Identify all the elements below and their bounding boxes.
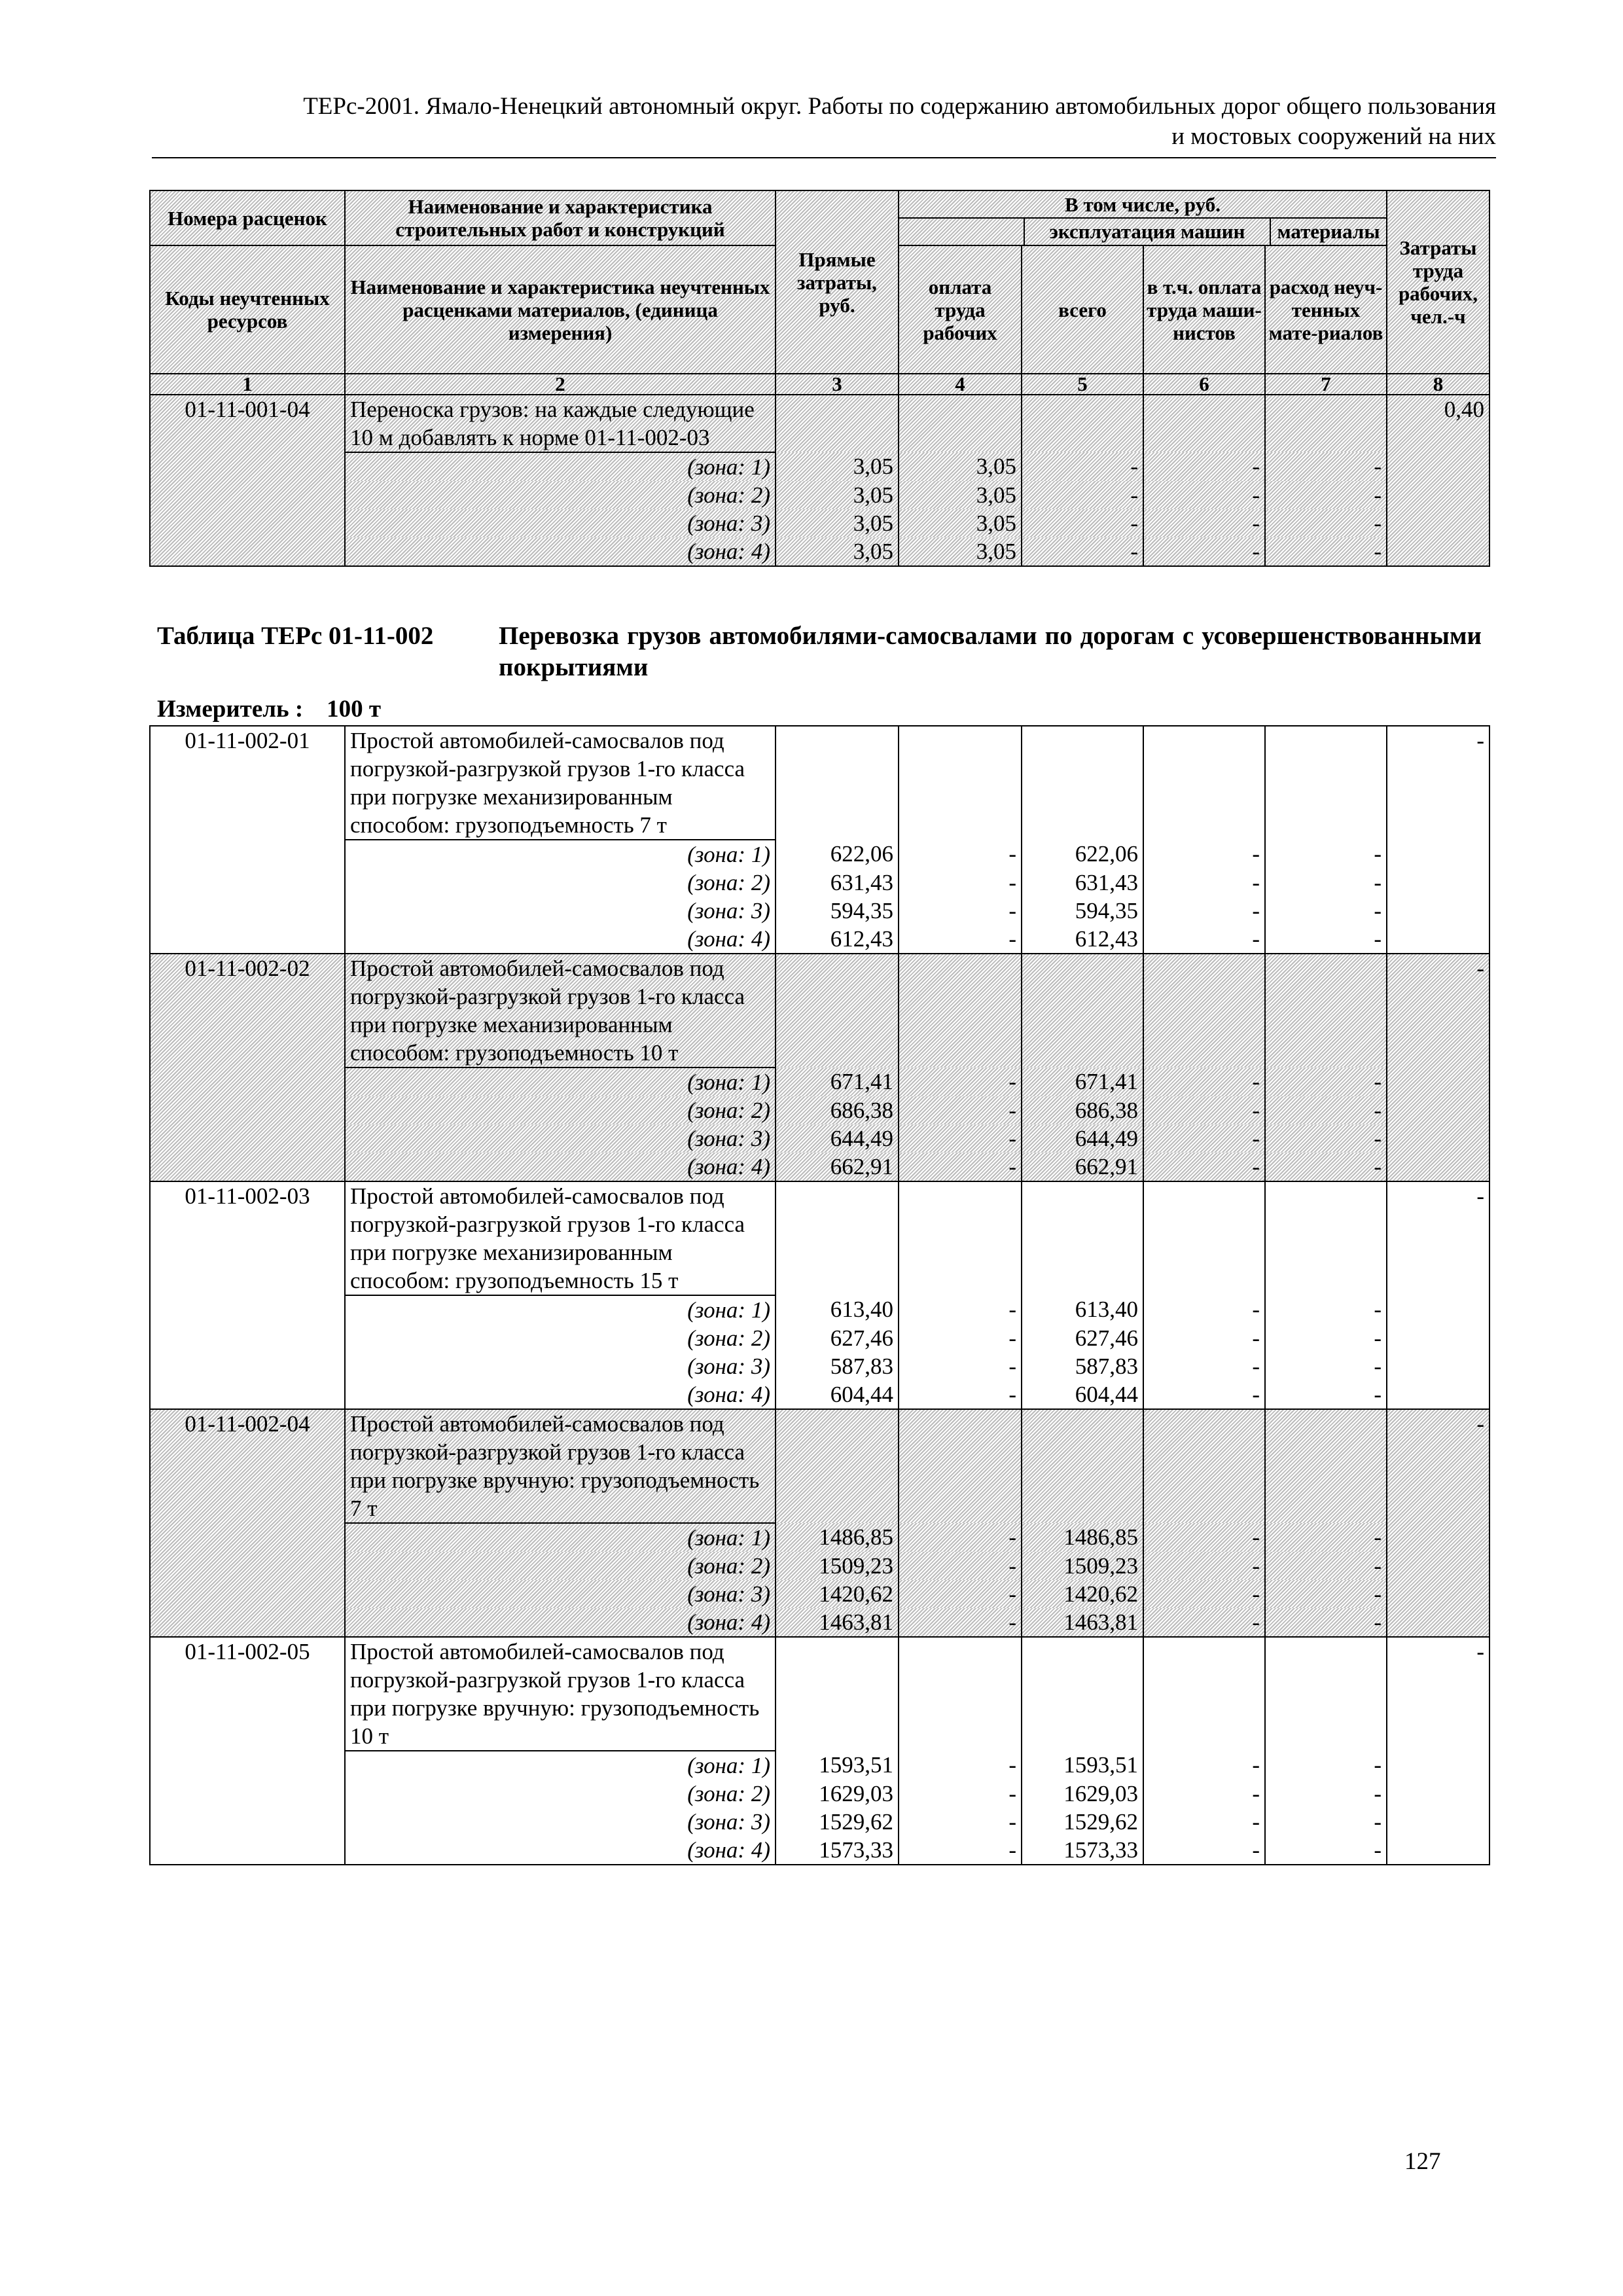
zone-label: (зона: 3) — [345, 1124, 776, 1153]
materials: - — [1265, 1580, 1387, 1608]
entry-row — [150, 726, 1489, 840]
zone-label: (зона: 1) — [345, 1067, 776, 1096]
entry-code: 01-11-002-01 — [150, 726, 345, 954]
entry-row — [150, 1181, 1489, 1295]
zone-row — [150, 1808, 1489, 1836]
rates-table — [149, 725, 1490, 1865]
labor-pay: - — [899, 869, 1022, 897]
entry-labor: - — [1387, 1409, 1489, 1637]
machine-labor: - — [1143, 509, 1265, 537]
entry-row — [150, 1409, 1489, 1523]
labor-pay: - — [899, 1124, 1022, 1153]
zone-row — [150, 1751, 1489, 1780]
labor-pay: - — [899, 925, 1022, 954]
col-number: 2 — [345, 374, 776, 395]
table-number: Таблица ТЕРс 01-11-002 — [157, 622, 434, 650]
machine-labor: - — [1143, 537, 1265, 566]
machine-labor: - — [1143, 1380, 1265, 1409]
labor-pay: - — [899, 1552, 1022, 1580]
materials: - — [1265, 1808, 1387, 1836]
col-number: 1 — [150, 374, 345, 395]
direct-costs: 3,05 — [776, 537, 899, 566]
zone-row — [150, 1552, 1489, 1580]
page-number: 127 — [1404, 2148, 1441, 2175]
materials: - — [1265, 452, 1387, 481]
zone-row — [150, 925, 1489, 954]
zone-row — [150, 1124, 1489, 1153]
col-direct-costs: Прямые затраты, руб. — [776, 190, 899, 374]
machine-total: 1529,62 — [1022, 1808, 1143, 1836]
labor-pay: - — [899, 1380, 1022, 1409]
machine-total: 686,38 — [1022, 1096, 1143, 1124]
entry-name: Простой автомобилей-самосвалов под погрузкой-разгрузкой грузов 1-го класса при погрузке механизированным способом: грузоподъемность 15 т — [345, 1181, 776, 1295]
zone-label: (зона: 4) — [345, 925, 776, 954]
labor-pay: - — [899, 840, 1022, 869]
machine-labor: - — [1143, 1523, 1265, 1552]
materials: - — [1265, 1067, 1387, 1096]
first-entry — [150, 395, 1489, 566]
machine-total: - — [1022, 509, 1143, 537]
materials: - — [1265, 1324, 1387, 1352]
entry-code: 01-11-002-02 — [150, 954, 345, 1181]
machine-labor: - — [1143, 1836, 1265, 1865]
zone-row — [150, 897, 1489, 925]
direct-costs: 627,46 — [776, 1324, 899, 1352]
zone-label: (зона: 2) — [345, 481, 776, 509]
col-material-name: Наименование и характеристика неучтенных расценками материалов, (единица измерения) — [345, 245, 776, 374]
labor-pay: 3,05 — [899, 509, 1022, 537]
machine-total: 1420,62 — [1022, 1580, 1143, 1608]
col-materials: материалы — [1277, 220, 1380, 243]
materials: - — [1265, 1523, 1387, 1552]
zone-row — [150, 1580, 1489, 1608]
materials: - — [1265, 481, 1387, 509]
direct-costs: 1529,62 — [776, 1808, 899, 1836]
labor-pay: - — [899, 1324, 1022, 1352]
machine-labor: - — [1143, 1608, 1265, 1637]
machine-labor: - — [1143, 1552, 1265, 1580]
materials: - — [1265, 1836, 1387, 1865]
direct-costs: 613,40 — [776, 1295, 899, 1324]
zone-row — [150, 1295, 1489, 1324]
direct-costs: 1420,62 — [776, 1580, 899, 1608]
zone-row — [150, 1096, 1489, 1124]
machine-labor: - — [1143, 1153, 1265, 1181]
machine-total: - — [1022, 481, 1143, 509]
direct-costs: 686,38 — [776, 1096, 899, 1124]
machine-labor: - — [1143, 1352, 1265, 1380]
machine-total: 612,43 — [1022, 925, 1143, 954]
entry-name: Простой автомобилей-самосвалов под погрузкой-разгрузкой грузов 1-го класса при погрузке механизированным способом: грузоподъемность 7 т — [345, 726, 776, 840]
entry-labor: - — [1387, 726, 1489, 954]
machine-labor: - — [1143, 925, 1265, 954]
materials: - — [1265, 1380, 1387, 1409]
running-header — [152, 92, 1496, 152]
col-rate-numbers: Номера расценок — [150, 190, 345, 245]
col-number: 7 — [1265, 374, 1387, 395]
zone-row — [150, 481, 1489, 509]
zone-label: (зона: 4) — [345, 1836, 776, 1865]
machine-labor: - — [1143, 452, 1265, 481]
col-codes: Коды неучтенных ресурсов — [150, 245, 345, 374]
zone-row — [150, 1352, 1489, 1380]
machine-total: 671,41 — [1022, 1067, 1143, 1096]
labor-pay: - — [899, 1580, 1022, 1608]
direct-costs: 612,43 — [776, 925, 899, 954]
machine-labor: - — [1143, 1751, 1265, 1780]
materials: - — [1265, 509, 1387, 537]
machine-labor: - — [1143, 1096, 1265, 1124]
zone-label: (зона: 1) — [345, 1523, 776, 1552]
materials: - — [1265, 1552, 1387, 1580]
zone-label: (зона: 4) — [345, 1380, 776, 1409]
entry-labor: - — [1387, 1637, 1489, 1865]
zone-label: (зона: 2) — [345, 869, 776, 897]
entry-labor: - — [1387, 1181, 1489, 1409]
zone-label: (зона: 3) — [345, 897, 776, 925]
labor-pay: - — [899, 1751, 1022, 1780]
labor-pay: - — [899, 1523, 1022, 1552]
zone-row — [150, 452, 1489, 481]
machine-total: 587,83 — [1022, 1352, 1143, 1380]
col-machine-total: всего — [1022, 245, 1143, 374]
direct-costs: 3,05 — [776, 481, 899, 509]
zone-row — [150, 537, 1489, 566]
entry-code: 01-11-002-04 — [150, 1409, 345, 1637]
header-line-1: ТЕРс-2001. Ямало-Ненецкий автономный округ. Работы по содержанию автомобильных дорог общего пользования — [303, 93, 1496, 120]
entry-row — [150, 395, 1489, 452]
machine-total: 622,06 — [1022, 840, 1143, 869]
direct-costs: 631,43 — [776, 869, 899, 897]
entry-labor: 0,40 — [1387, 395, 1489, 566]
entry-code: 01-11-001-04 — [150, 395, 345, 566]
zone-row — [150, 1067, 1489, 1096]
entry-name: Переноска грузов: на каждые следующие 10 м добавлять к норме 01-11-002-03 — [345, 395, 776, 452]
direct-costs: 1629,03 — [776, 1780, 899, 1808]
zone-row — [150, 840, 1489, 869]
machine-total: - — [1022, 452, 1143, 481]
machine-total: 604,44 — [1022, 1380, 1143, 1409]
machine-labor: - — [1143, 1808, 1265, 1836]
direct-costs: 3,05 — [776, 509, 899, 537]
direct-costs: 671,41 — [776, 1067, 899, 1096]
direct-costs: 594,35 — [776, 897, 899, 925]
zone-row — [150, 1153, 1489, 1181]
materials: - — [1265, 1096, 1387, 1124]
zone-label: (зона: 2) — [345, 1324, 776, 1352]
direct-costs: 3,05 — [776, 452, 899, 481]
zone-label: (зона: 1) — [345, 840, 776, 869]
header-line-2: и мостовых сооружений на них — [1171, 123, 1496, 150]
labor-pay: - — [899, 1352, 1022, 1380]
header-rule — [152, 157, 1496, 158]
machine-labor: - — [1143, 1124, 1265, 1153]
col-number: 5 — [1022, 374, 1143, 395]
materials: - — [1265, 1751, 1387, 1780]
machine-labor: - — [1143, 1324, 1265, 1352]
machine-total: - — [1022, 537, 1143, 566]
labor-pay: 3,05 — [899, 452, 1022, 481]
col-number: 3 — [776, 374, 899, 395]
machine-total: 1509,23 — [1022, 1552, 1143, 1580]
zone-label: (зона: 2) — [345, 1552, 776, 1580]
machine-total: 662,91 — [1022, 1153, 1143, 1181]
labor-pay: - — [899, 1067, 1022, 1096]
labor-pay: - — [899, 1808, 1022, 1836]
meter — [157, 695, 381, 724]
labor-pay: - — [899, 897, 1022, 925]
direct-costs: 604,44 — [776, 1380, 899, 1409]
direct-costs: 1573,33 — [776, 1836, 899, 1865]
col-subheaders — [899, 217, 1386, 245]
col-labor-costs: Затраты труда рабочих, чел.-ч — [1387, 190, 1489, 374]
materials: - — [1265, 1608, 1387, 1637]
materials: - — [1265, 840, 1387, 869]
direct-costs: 1463,81 — [776, 1608, 899, 1637]
materials: - — [1265, 1352, 1387, 1380]
machine-total: 631,43 — [1022, 869, 1143, 897]
zone-row — [150, 1523, 1489, 1552]
labor-pay: - — [899, 1096, 1022, 1124]
machine-labor: - — [1143, 1067, 1265, 1096]
machine-total: 594,35 — [1022, 897, 1143, 925]
labor-pay: - — [899, 1295, 1022, 1324]
col-number: 8 — [1387, 374, 1489, 395]
col-work-name: Наименование и характеристика строительных работ и конструкций — [345, 190, 776, 245]
labor-pay: 3,05 — [899, 481, 1022, 509]
labor-pay: - — [899, 1153, 1022, 1181]
direct-costs: 587,83 — [776, 1352, 899, 1380]
machine-total: 1629,03 — [1022, 1780, 1143, 1808]
meter-label: Измеритель : — [157, 696, 304, 723]
machine-total: 613,40 — [1022, 1295, 1143, 1324]
labor-pay: 3,05 — [899, 537, 1022, 566]
materials: - — [1265, 869, 1387, 897]
col-labor-pay: оплата труда рабочих — [899, 245, 1022, 374]
materials: - — [1265, 1780, 1387, 1808]
labor-pay: - — [899, 1608, 1022, 1637]
entry-row — [150, 1637, 1489, 1751]
machine-total: 644,49 — [1022, 1124, 1143, 1153]
direct-costs: 1486,85 — [776, 1523, 899, 1552]
entry-code: 01-11-002-03 — [150, 1181, 345, 1409]
col-number: 4 — [899, 374, 1022, 395]
zone-row — [150, 1836, 1489, 1865]
zone-label: (зона: 4) — [345, 1153, 776, 1181]
col-machine-ops: эксплуатация машин — [1025, 219, 1271, 245]
zone-label: (зона: 1) — [345, 452, 776, 481]
machine-total: 1463,81 — [1022, 1608, 1143, 1637]
machine-labor: - — [1143, 869, 1265, 897]
col-number: 6 — [1143, 374, 1265, 395]
zone-label: (зона: 1) — [345, 1751, 776, 1780]
zone-label: (зона: 3) — [345, 1808, 776, 1836]
col-incl: В том числе, руб. — [1065, 193, 1221, 216]
zone-row — [150, 869, 1489, 897]
rates-header-table — [149, 190, 1490, 567]
zone-label: (зона: 2) — [345, 1780, 776, 1808]
col-machine-labor: в т.ч. оплата труда маши-нистов — [1143, 245, 1265, 374]
materials: - — [1265, 1153, 1387, 1181]
entry-name: Простой автомобилей-самосвалов под погрузкой-разгрузкой грузов 1-го класса при погрузке вручную: грузоподъемность 10 т — [345, 1637, 776, 1751]
meter-value: 100 т — [327, 696, 382, 723]
machine-total: 627,46 — [1022, 1324, 1143, 1352]
entry-name: Простой автомобилей-самосвалов под погрузкой-разгрузкой грузов 1-го класса при погрузке механизированным способом: грузоподъемность 10 т — [345, 954, 776, 1067]
materials: - — [1265, 1124, 1387, 1153]
labor-pay: - — [899, 1780, 1022, 1808]
labor-pay: - — [899, 1836, 1022, 1865]
direct-costs: 644,49 — [776, 1124, 899, 1153]
zone-label: (зона: 4) — [345, 537, 776, 566]
machine-labor: - — [1143, 481, 1265, 509]
materials: - — [1265, 537, 1387, 566]
zone-label: (зона: 3) — [345, 1352, 776, 1380]
materials: - — [1265, 1295, 1387, 1324]
zone-label: (зона: 3) — [345, 1580, 776, 1608]
machine-total: 1593,51 — [1022, 1751, 1143, 1780]
machine-labor: - — [1143, 897, 1265, 925]
entry-name: Простой автомобилей-самосвалов под погрузкой-разгрузкой грузов 1-го класса при погрузке вручную: грузоподъемность 7 т — [345, 1409, 776, 1523]
zone-row — [150, 1780, 1489, 1808]
materials: - — [1265, 897, 1387, 925]
machine-labor: - — [1143, 1580, 1265, 1608]
entry-row — [150, 954, 1489, 1067]
zone-row — [150, 509, 1489, 537]
machine-labor: - — [1143, 840, 1265, 869]
machine-labor: - — [1143, 1295, 1265, 1324]
zone-row — [150, 1608, 1489, 1637]
entry-code: 01-11-002-05 — [150, 1637, 345, 1865]
materials: - — [1265, 925, 1387, 954]
col-materials-unaccounted: расход неуч-тенных мате-риалов — [1265, 245, 1387, 374]
zone-row — [150, 1324, 1489, 1352]
direct-costs: 1509,23 — [776, 1552, 899, 1580]
entry-labor: - — [1387, 954, 1489, 1181]
col-incl-header — [899, 190, 1387, 245]
zone-row — [150, 1380, 1489, 1409]
direct-costs: 1593,51 — [776, 1751, 899, 1780]
table-title: Перевозка грузов автомобилями-самосвалами по дорогам с усовершенствованными покрытиями — [499, 622, 1482, 681]
machine-labor: - — [1143, 1780, 1265, 1808]
zone-label: (зона: 3) — [345, 509, 776, 537]
zone-label: (зона: 4) — [345, 1608, 776, 1637]
direct-costs: 622,06 — [776, 840, 899, 869]
zone-label: (зона: 2) — [345, 1096, 776, 1124]
machine-total: 1486,85 — [1022, 1523, 1143, 1552]
direct-costs: 662,91 — [776, 1153, 899, 1181]
zone-label: (зона: 1) — [345, 1295, 776, 1324]
machine-total: 1573,33 — [1022, 1836, 1143, 1865]
